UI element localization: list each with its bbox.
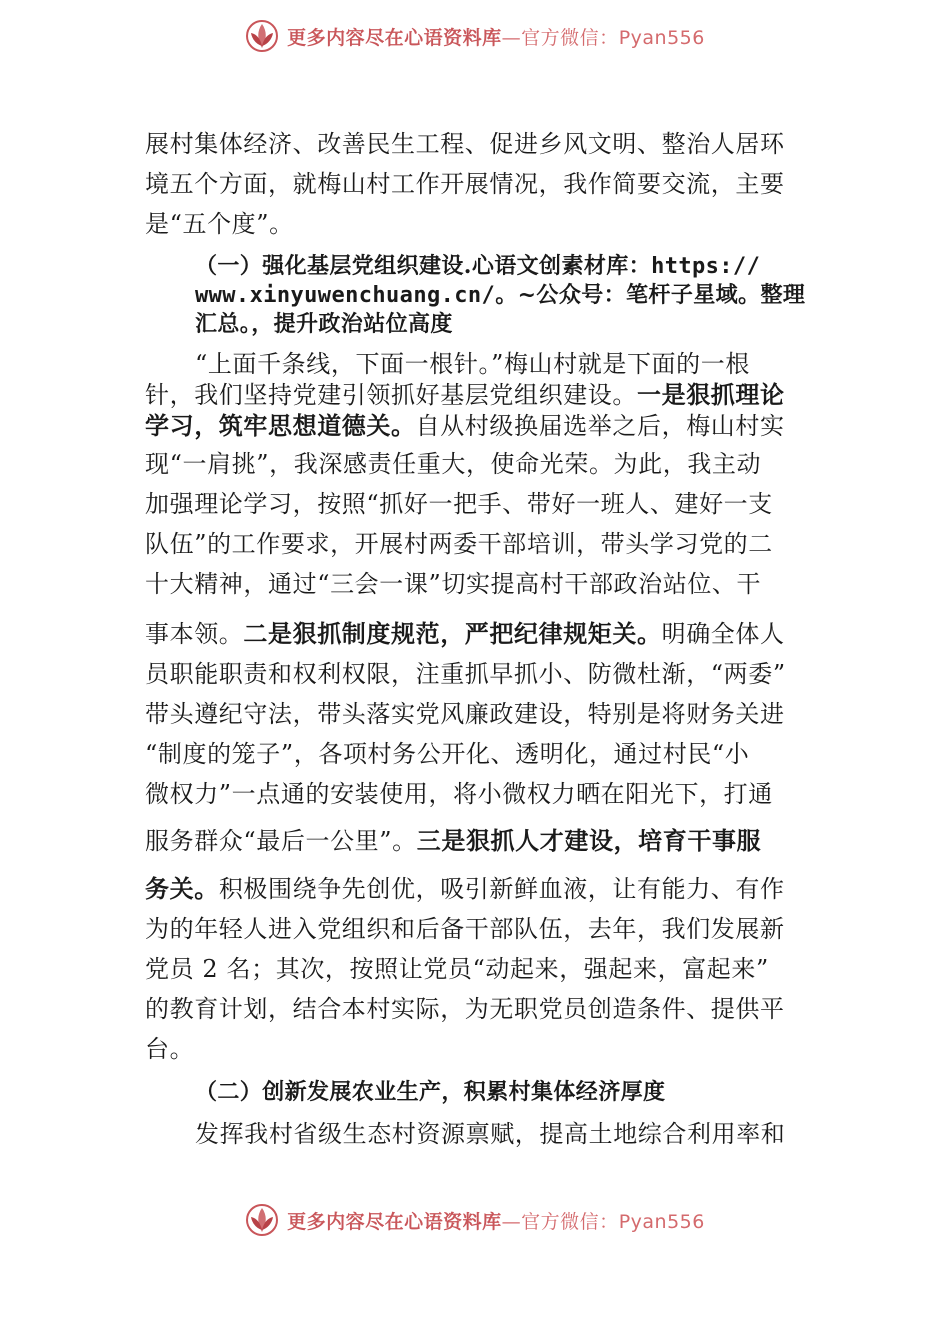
watermark-text: 更多内容尽在心语资料库—官方微信：Pyan556 — [287, 26, 705, 49]
text-line: 十大精神，通过“三会一课”切实提高村干部政治站位、干 — [145, 570, 762, 598]
text-line: 的教育计划，结合本村实际，为无职党员创造条件、提供平 — [145, 995, 785, 1023]
text-line: 针，我们坚持党建引领抓好基层党组织建设。一是狠抓理论 — [145, 381, 785, 409]
text-line: 党员 2 名；其次，按照让党员“动起来，强起来，富起来” — [145, 955, 769, 983]
text-line: 员职能职责和权利权限，注重抓早抓小、防微杜渐，“两委” — [145, 660, 786, 688]
text-line: 台。 — [145, 1035, 195, 1063]
text-line: 是“五个度”。 — [145, 210, 294, 238]
text-line: 展村集体经济、改善民生工程、促进乡风文明、整治人居环 — [145, 130, 785, 158]
text-line: 为的年轻人进入党组织和后备干部队伍，去年，我们发展新 — [145, 915, 785, 943]
top-watermark — [0, 16, 950, 56]
text-line: 带头遵纪守法，带头落实党风廉政建设，特别是将财务关进 — [145, 700, 785, 728]
section-heading-1: （一）强化基层党组织建设.心语文创素材库：https:// — [195, 253, 761, 279]
bold-phrase: 一是狠抓理论 — [637, 381, 785, 409]
text-line: 务关。积极围绕争先创优，吸引新鲜血液，让有能力、有作 — [145, 875, 785, 903]
lily-logo-icon — [245, 19, 279, 53]
bottom-watermark — [0, 1200, 950, 1240]
section-heading-1-cont: 汇总。，提升政治站位高度 — [195, 311, 453, 337]
section-heading-2: （二）创新发展农业生产，积累村集体经济厚度 — [195, 1079, 666, 1105]
text-line: 事本领。二是狠抓制度规范，严把纪律规矩关。明确全体人 — [145, 620, 785, 648]
text-line: 发挥我村省级生态村资源禀赋，提高土地综合利用率和 — [195, 1120, 786, 1148]
lily-logo-icon — [245, 1203, 279, 1237]
bold-phrase: 二是狠抓制度规范，严把纪律规矩关。 — [243, 620, 662, 648]
text-line: 微权力”一点通的安装使用，将小微权力晒在阳光下，打通 — [145, 780, 773, 808]
url-text: www.xinyuwenchuang.cn/ — [195, 283, 496, 308]
section-heading-1-cont: www.xinyuwenchuang.cn/。~公众号：笔杆子星域。整理 — [195, 282, 806, 308]
text-line: 加强理论学习，按照“抓好一把手、带好一班人、建好一支 — [145, 490, 773, 518]
text-line: 服务群众“最后一公里”。三是狠抓人才建设，培育干事服 — [145, 827, 762, 855]
bold-phrase: 务关。 — [145, 875, 219, 903]
text-line: 学习，筑牢思想道德关。自从村级换届选举之后，梅山村实 — [145, 412, 785, 440]
bold-phrase: 三是狠抓人才建设，培育干事服 — [416, 827, 762, 855]
bold-phrase: 学习，筑牢思想道德关。 — [145, 412, 416, 440]
watermark-text: 更多内容尽在心语资料库—官方微信：Pyan556 — [287, 1210, 705, 1233]
text-line: “上面千条线，下面一根针。”梅山村就是下面的一根 — [195, 350, 750, 378]
text-line: 境五个方面，就梅山村工作开展情况，我作简要交流，主要 — [145, 170, 785, 198]
text-line: “制度的笼子”，各项村务公开化、透明化，通过村民“小 — [145, 740, 750, 768]
text-line: 现“一肩挑”，我深感责任重大，使命光荣。为此，我主动 — [145, 450, 762, 478]
text-line: 队伍”的工作要求，开展村两委干部培训，带头学习党的二 — [145, 530, 773, 558]
url-text: https:// — [651, 254, 761, 279]
